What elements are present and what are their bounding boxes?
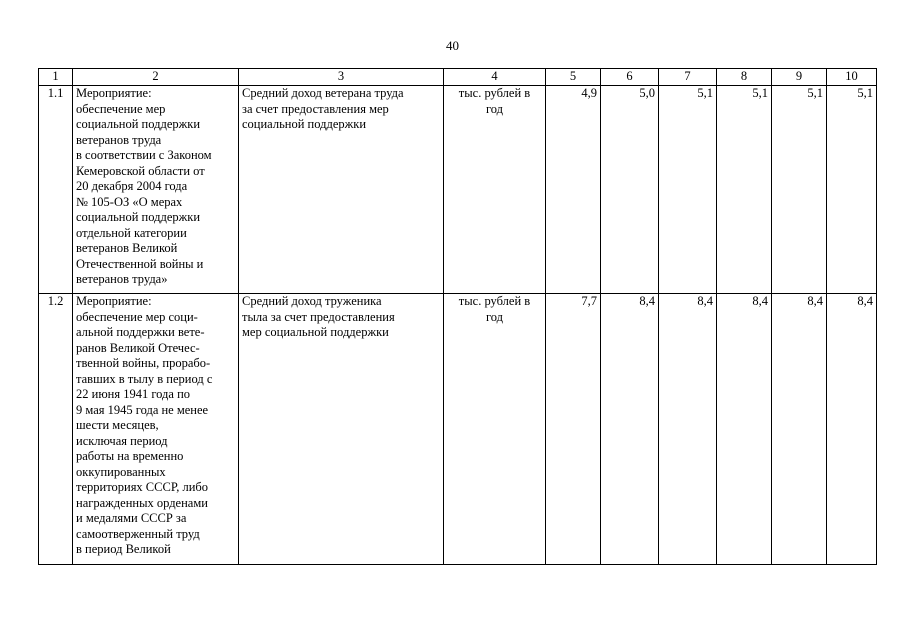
value-cell: 8,4 [601,294,659,565]
value-cell: 5,1 [659,86,717,294]
row-number: 1.1 [39,86,73,294]
header-cell-10: 10 [827,69,877,86]
value-cell: 5,1 [772,86,827,294]
value-cell: 5,1 [827,86,877,294]
table-row [39,294,877,565]
header-row [39,69,877,86]
unit-cell: тыс. рублей в год [444,86,546,294]
value-cell: 8,4 [772,294,827,565]
header-cell-9: 9 [772,69,827,86]
header-cell-1: 1 [39,69,73,86]
measure-description: Мероприятие: обеспечение мер социальной поддержки ветеранов труда в соответствии с Законом Кемеровской области от 20 декабря 2004 года № 105-ОЗ «О мерах социальной поддержки отдельной категории ветеранов Великой Отечественной войны и ветеранов труда» [73,86,239,294]
header-cell-3: 3 [239,69,444,86]
value-cell: 5,1 [717,86,772,294]
value-cell: 8,4 [717,294,772,565]
header-cell-5: 5 [546,69,601,86]
value-cell: 8,4 [827,294,877,565]
header-cell-4: 4 [444,69,546,86]
header-cell-2: 2 [73,69,239,86]
indicators-table [38,68,877,565]
page-number: 40 [446,38,459,53]
indicator-description: Средний доход ветерана труда за счет предоставления мер социальной поддержки [239,86,444,294]
table-row [39,86,877,294]
unit-cell: тыс. рублей в год [444,294,546,565]
header-cell-7: 7 [659,69,717,86]
value-cell: 5,0 [601,86,659,294]
header-cell-6: 6 [601,69,659,86]
value-cell: 7,7 [546,294,601,565]
value-cell: 4,9 [546,86,601,294]
indicator-description: Средний доход труженика тыла за счет предоставления мер социальной поддержки [239,294,444,565]
value-cell: 8,4 [659,294,717,565]
row-number: 1.2 [39,294,73,565]
header-cell-8: 8 [717,69,772,86]
measure-description: Мероприятие: обеспечение мер соци- альной поддержки вете- ранов Великой Отечес- твенной войны, прорабо- тавших в тылу в период с 22 июня 1941 года по 9 мая 1945 года не менее шести месяцев, исключая период работы на временно оккупированных территориях СССР, либо награжденных орденами и медалями СССР за самоотверженный труд в период Великой [73,294,239,565]
